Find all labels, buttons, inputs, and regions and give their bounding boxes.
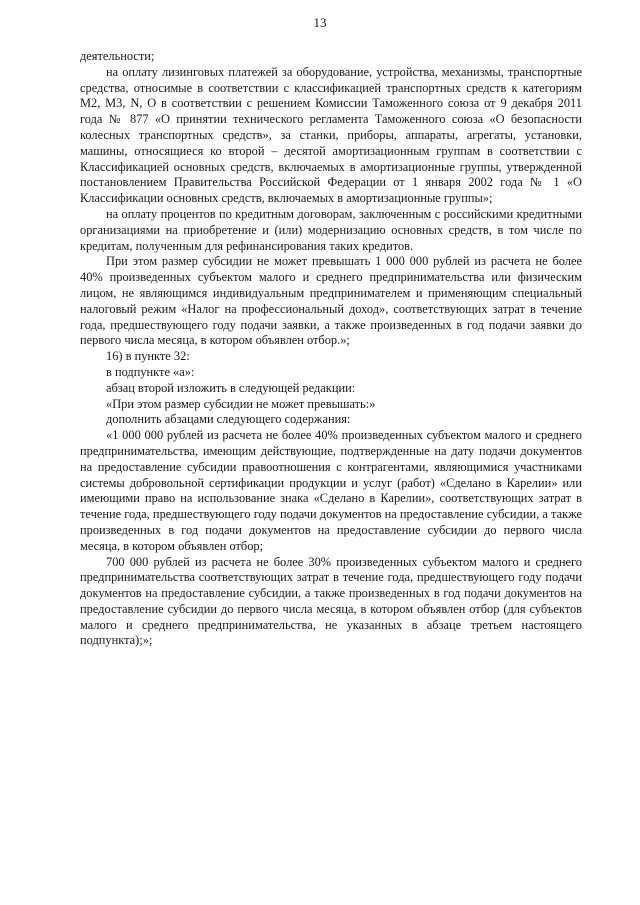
- paragraph-8: «При этом размер субсидии не может превышать:»: [106, 396, 376, 411]
- paragraph-1: деятельности;: [80, 49, 155, 63]
- document-body: [80, 49, 582, 649]
- paragraph-6: в подпункте «а»:: [106, 364, 195, 379]
- paragraph-4: При этом размер субсидии не может превышать 1 000 000 рублей из расчета не более 40% произведенных субъектом малого и среднего предпринимательства или физическим лицом, не являющимся индивидуальным предпринимателем и применяющим специальный налоговый режим «Налог на профессиональный доход», соответствующих затрат в течение года, предшествующего году подачи заявки, а также произведенных в год подачи заявки до первого числа месяца, в котором объявлен отбор.»;: [80, 254, 582, 348]
- paragraph-10: «1 000 000 рублей из расчета не более 40% произведенных субъектом малого и среднего предпринимательства, имеющим действующие, подтвержденные на дату подачи документов на предоставление субсидии правоотношения с контрагентами, являющимися участниками системы добровольной сертификации продукции и услуг (работ) «Сделано в Карелии» или имеющими право на использование знака «Сделано в Карелии», соответствующих затрат в течение года, предшествующего году подачи документов на предоставление субсидии, а также произведенных в год подачи документов на предоставление субсидии до первого числа месяца, в котором объявлен отбор;: [80, 428, 582, 553]
- paragraph-5: 16) в пункте 32:: [106, 349, 190, 364]
- paragraph-2: на оплату лизинговых платежей за оборудование, устройства, механизмы, транспортные средства, относимые в соответствии с классификацией транспортных средств к категориям М2, М3, N, О в соответствии с решением Комиссии Таможенного союза от 9 декабря 2011 года № 877 «О принятии технического регламента Таможенного союза «О безопасности колесных транспортных средств», за станки, приборы, аппараты, агрегаты, установки, машины, относящиеся ко второй – десятой амортизационным группам в соответствии с Классификацией основных средств, включаемых в амортизационные группы, утвержденной постановлением Правительства Российской Федерации от 1 января 2002 года № 1 «О Классификации основных средств, включаемых в амортизационные группы»;: [80, 64, 582, 206]
- paragraph-7: абзац второй изложить в следующей редакции:: [106, 380, 356, 395]
- page-number: 13: [313, 15, 327, 30]
- paragraph-9: дополнить абзацами следующего содержания:: [106, 412, 351, 427]
- paragraph-3: на оплату процентов по кредитным договорам, заключенным с российскими кредитными организациями на приобретение и (или) модернизацию основных средств, в том числе по кредитам, полученным для рефинансирования таких кредитов.: [80, 206, 582, 253]
- paragraph-11: 700 000 рублей из расчета не более 30% произведенных субъектом малого и среднего предпринимательства соответствующих затрат в течение года, предшествующего году подачи документов на предоставление субсидии, а также произведенных в год подачи документов на предоставление субсидии до первого числа месяца, в котором объявлен отбор (для субъектов малого и среднего предпринимательства, не указанных в абзаце третьем настоящего подпункта);»;: [80, 554, 582, 648]
